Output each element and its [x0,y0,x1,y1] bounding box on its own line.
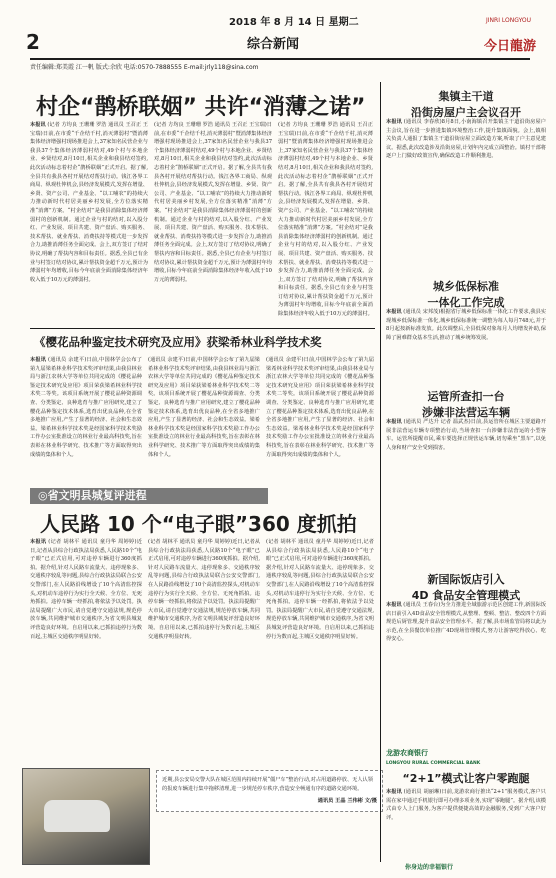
article-text: (记者 方均良 王珊珊 罗浩 通讯员 王召正 王宝瑞)日前,在市委“千企结千村,消灭薄弱村”暨消薄集体经济增强村现场推进会上,37家知名民营企业与我县37个集体经济薄弱村结对,49个村与本地企业、乡贤结对,8月10日,相关企业和我县结对签约,此次活动标志着村企“鹊桥联姻”正式开启。据了解,全县共有我县各村开展结对帮扶行动。钱江各界工商局、纵观杜仲机会,县经济发展模式,发挥在增量、乡贤、资产公司、产业基金、“以工哺农”的持续大力推动新时代村居美丽乡村发展,全方位落实精准“消薄”方案。“村企结对”是我县消除集体经济薄弱村的创新机制。通过企业与村的结对,以入股分红、产业发展、项目共建、资产盘活、购买服务、技术帮扶、就业帮扶、消费扶持等模式进一步发挥合力,助推消薄任务全面完成。会上,双方签订了结对协议,明确了帮扶内容和目标责任。据悉,全县已有企业与村签订结对协议,累计帮扶资金超千万元,预计为薄弱村年均增收,目标今年底前全面消除集体经济年收入低于10万元的薄弱村。 [278,122,373,318]
article-headline: 集镇主干道 沿街房屋户主会议召开 [411,90,521,119]
article-body-continued [148,356,260,481]
article-text: (通讯员 胡丽琳)日前,龙游农商行推出“2+1”服务模式,客户只需在家中通过手机银行即可办理多项业务,实现“零跑腿”。据介绍,该模式由专人上门服务,为客户提供便捷高效的金融服务,受到广大客户好评。 [386,789,546,821]
byline: 本报讯 [386,602,402,608]
article-text: (记者 胡林平 通讯员 童丹华 周婷婷)近日,记者从县综合行政执法局获悉,人民路10个“电子眼”已正式启用,可对违停车辆进行360度抓拍。据介绍,针对人民路车流量大、违停现象多、交通秩序较乱等问题,县综合行政执法局联合公安交警部门,在人民路沿线增设了10个高清监控探头,对机动车违停行为实行全天候、全方位、无死角抓拍。违停车辆一经抓拍,将依法予以处罚。执法局提醒广大市民,请自觉遵守交通法规,规范停放车辆,共同维护城市交通秩序,为省文明县城复评营造良好环境。自启用以来,已抓拍违停行为数百起,主城区交通秩序明显好转。 [148,539,260,640]
paper-logo: 今日龍游 [484,39,537,54]
article-body-continued [148,538,260,760]
article-body [386,788,546,858]
article-text: (通讯员 王春台)为全力推进全域旅游示范区创建工作,新国际饭店日前引入4D食品安全管理模式,从整理、整顿、整洁、整改四个方面规范后厨管理,提升食品安全管理水平。据了解,县市场监管局将以此为示范,在全县餐饮单位推广4D现场管理模式,努力让游客吃得放心、吃得安心。 [386,602,546,643]
article-body [386,118,546,270]
byline: 本报讯 [386,789,402,795]
bank-slogan: 你身边的幸福银行 [405,864,454,871]
byline: 本报讯 [30,122,46,128]
editor-line: 责任编辑:郑美霞 江一帆 版式:余欣 电话:0570-7888555 E-mail:jrly118@sina.com [30,58,530,71]
byline: 本报讯 [30,357,47,363]
bank-logo [386,748,546,766]
site-name: JINRI LONGYOU [486,17,532,24]
caption-text: 近期,县公安局交警大队在城区范围内持续开展“僵尸车”整治行动,对占用道路停放、无人认领的报废车辆进行集中拖移清理,进一步规范停车秩序,营造安全畅通有序的道路交通环境。 [162,777,373,792]
article-body-continued [278,121,373,321]
byline: 本报讯 [386,309,402,315]
bank-name: 龙游农商银行 [386,749,428,757]
column-divider [380,82,381,862]
article-text: (通讯员 宋邦茂)根据省厅城乡低保标准一体化工作要求,我县实现城乡低保标准一体化,城乡低保标准统一调整为每人每月748元,并于8月起按新标准发放。此次调整后,全县低保对象每月人均增发补助,保障了困难群众基本生活,推动了城乡统筹发展。 [386,309,546,341]
page-number: 2 [26,30,40,54]
car-shape [44,800,110,832]
article-headline: 《樱花品种鉴定技术研究及应用》获梁希林业科学技术奖 [34,335,322,349]
photo-caption [156,770,383,812]
article-body [386,418,546,563]
article-body-continued [266,356,374,481]
article-text: (通讯员 余建平)日前,中国林学会公布了第九届梁希林业科学技术奖评审结果,由我县林业局与浙江农林大学等单位共同完成的《樱花品种鉴定技术研究及应用》项目荣获梁希林业科学技术奖二等奖。该项目系统开展了樱花品种资源调查、分类鉴定、良种选育与推广应用研究,建立了樱花品种鉴定技术体系,选育出优良品种,在全省多地推广应用,产生了显著的经济、社会和生态效益。梁希林业科学技术奖是经国家科学技术奖励工作办公室批准设立的林业行业最高科技奖,旨在表彰在林业科学研究、技术推广等方面取得突出成绩的集体和个人。 [148,357,260,458]
article-text: (记者 方均良 王珊珊 罗浩 通讯员 王召正 王宝瑞)日前,在市委“千企结千村,消灭薄弱村”暨消薄集体经济增强村现场推进会上,37家知名民营企业与我县37个集体经济薄弱村结对,49个村与本地企业、乡贤结对,8月10日,相关企业和我县结对签约,此次活动标志着村企“鹊桥联姻”正式开启。据了解,全县共有我县各村开展结对帮扶行动。钱江各界工商局、纵观杜仲机会,县经济发展模式,发挥在增量、乡贤、资产公司、产业基金、“以工哺农”的持续大力推动新时代村居美丽乡村发展,全方位落实精准“消薄”方案。“村企结对”是我县消除集体经济薄弱村的创新机制。通过企业与村的结对,以入股分红、产业发展、项目共建、资产盘活、购买服务、技术帮扶、就业帮扶、消费扶持等模式进一步发挥合力,助推消薄任务全面完成。会上,双方签订了结对协议,明确了帮扶内容和目标责任。据悉,全县已有企业与村签订结对协议,累计帮扶资金超千万元,预计为薄弱村年均增收,目标今年底前全面消除集体经济年收入低于10万元的薄弱村。 [154,122,272,283]
issue-date: 2018 年 8 月 14 日 星期二 [229,17,359,28]
article-headline: 新国际饭店引入 4D 食品安全管理模式 [411,573,521,602]
caption-credit: 通讯员 王晶 兰伟彬 文/摄 [317,798,377,805]
article-headline: 城乡低保标准 一体化工作完成 [427,280,505,309]
article-headline: 人民路 10 个“电子眼”360 度抓拍 [40,512,357,536]
article-headline: 运管所查扣一台 涉嫌非法营运车辆 [422,390,510,419]
article-body-continued [154,121,272,321]
article-text: (记者 方均良 王珊珊 罗浩 通讯员 王召正 王宝瑞)日前,在市委“千企结千村,消灭薄弱村”暨消薄集体经济增强村现场推进会上,37家知名民营企业与我县37个集体经济薄弱村结对,49个村与本地企业、乡贤结对,8月10日,相关企业和我县结对签约,此次活动标志着村企“鹊桥联姻”正式开启。据了解,全县共有我县各村开展结对帮扶行动。钱江各界工商局、纵观杜仲机会,县经济发展模式,发挥在增量、乡贤、资产公司、产业基金、“以工哺农”的持续大力推动新时代村居美丽乡村发展,全方位落实精准“消薄”方案。“村企结对”是我县消除集体经济薄弱村的创新机制。通过企业与村的结对,以入股分红、产业发展、项目共建、资产盘活、购买服务、技术帮扶、就业帮扶、消费扶持等模式进一步发挥合力,助推消薄任务全面完成。会上,双方签订了结对协议,明确了帮扶内容和目标责任。据悉,全县已有企业与村签订结对协议,累计帮扶资金超千万元,预计为薄弱村年均增收,目标今年底前全面消除集体经济年收入低于10万元的薄弱村。 [30,122,148,283]
section-band: ◎省文明县城复评进程 [30,488,268,504]
article-text: (通讯员 余建平)日前,中国林学会公布了第九届梁希林业科学技术奖评审结果,由我县林业局与浙江农林大学等单位共同完成的《樱花品种鉴定技术研究及应用》项目荣获梁希林业科学技术奖二等奖。该项目系统开展了樱花品种资源调查、分类鉴定、良种选育与推广应用研究,建立了樱花品种鉴定技术体系,选育出优良品种,在全省多地推广应用,产生了显著的经济、社会和生态效益。梁希林业科学技术奖是经国家科学技术奖励工作办公室批准设立的林业行业最高科技奖,旨在表彰在林业科学研究、技术推广等方面取得突出成绩的集体和个人。 [30,357,142,458]
bank-name-en: LONGYOU RURAL COMMERCIAL BANK [386,761,481,766]
article-body-continued [266,538,374,760]
article-text: (通讯员 严达升 记者 温武杰)日前,县运管所在城区主要道路开展非法营运车辆专项整治行动,当场查扣一台涉嫌非法营运的小型客车。运管所提醒市民,乘车要选择正规营运车辆,切勿乘坐“黑车”,以免人身和财产安全受到损害。 [386,419,546,451]
article-text: (记者 胡林平 通讯员 童丹华 周婷婷)近日,记者从县综合行政执法局获悉,人民路10个“电子眼”已正式启用,可对违停车辆进行360度抓拍。据介绍,针对人民路车流量大、违停现象多、交通秩序较乱等问题,县综合行政执法局联合公安交警部门,在人民路沿线增设了10个高清监控探头,对机动车违停行为实行全天候、全方位、无死角抓拍。违停车辆一经抓拍,将依法予以处罚。执法局提醒广大市民,请自觉遵守交通法规,规范停放车辆,共同维护城市交通秩序,为省文明县城复评营造良好环境。自启用以来,已抓拍违停行为数百起,主城区交通秩序明显好转。 [30,539,142,640]
article-headline: “2+1”模式让客户零跑腿 [402,772,530,785]
article-headline: 村企“鹊桥联姻” 共许“消薄之诺” [36,95,366,120]
article-body [386,601,546,739]
article-text: (通讯员 余建平)日前,中国林学会公布了第九届梁希林业科学技术奖评审结果,由我县林业局与浙江农林大学等单位共同完成的《樱花品种鉴定技术研究及应用》项目荣获梁希林业科学技术奖二等奖。该项目系统开展了樱花品种资源调查、分类鉴定、良种选育与推广应用研究,建立了樱花品种鉴定技术体系,选育出优良品种,在全省多地推广应用,产生了显著的经济、社会和生态效益。梁希林业科学技术奖是经国家科学技术奖励工作办公室批准设立的林业行业最高科技奖,旨在表彰在林业科学研究、技术推广等方面取得突出成绩的集体和个人。 [266,357,374,458]
article-body [30,538,142,760]
article-text: (通讯员 李春欣)8月8日,小南海镇召开集镇主干道沿街房屋户主会议,旨在进一步推进集镇环境整治工作,提升集镇面貌。会上,镇相关负责人通报了集镇主干道沿街房屋立面改造方案,听取了户主意见建议。据悉,此次改造涉及沿街房屋,计划年内完成立面整治。镇村干部将逐户上门做好政策宣传,确保改造工作顺利推进。 [386,119,546,160]
divider [30,328,375,329]
article-body [30,121,148,321]
article-body [30,356,142,481]
article-text: (记者 胡林平 通讯员 童丹华 周婷婷)近日,记者从县综合行政执法局获悉,人民路10个“电子眼”已正式启用,可对违停车辆进行360度抓拍。据介绍,针对人民路车流量大、违停现象多、交通秩序较乱等问题,县综合行政执法局联合公安交警部门,在人民路沿线增设了10个高清监控探头,对机动车违停行为实行全天候、全方位、无死角抓拍。违停车辆一经抓拍,将依法予以处罚。执法局提醒广大市民,请自觉遵守交通法规,规范停放车辆,共同维护城市交通秩序,为省文明县城复评营造良好环境。自启用以来,已抓拍违停行为数百起,主城区交通秩序明显好转。 [266,539,374,640]
byline: 本报讯 [30,539,47,545]
byline: 本报讯 [386,419,402,425]
article-body [386,308,546,378]
byline: 本报讯 [386,119,402,125]
section-title: 综合新闻 [247,37,300,52]
